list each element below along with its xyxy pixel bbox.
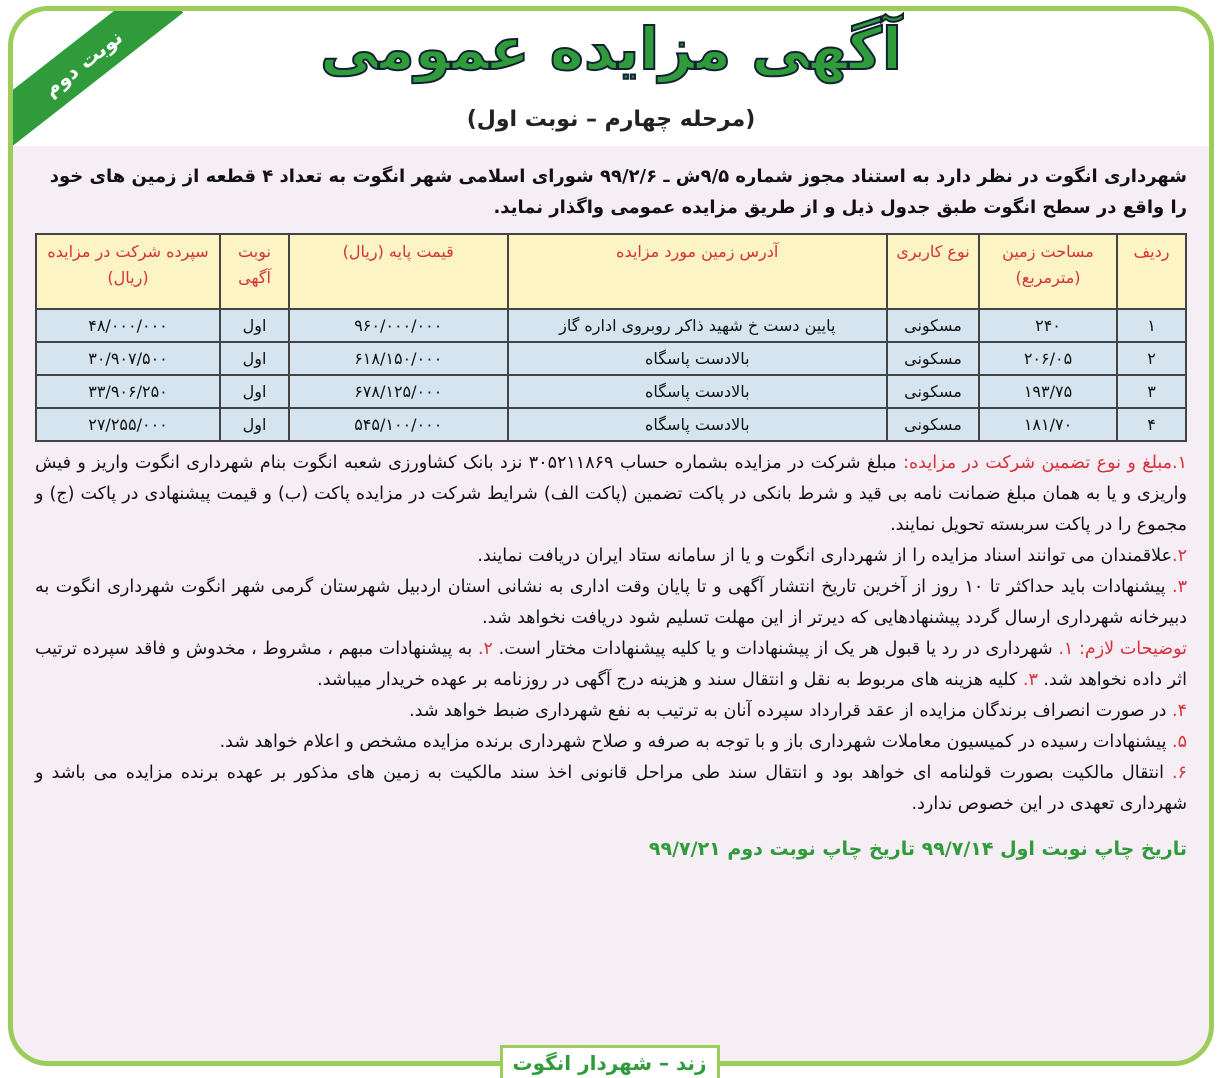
table-cell: ۲۰۶/۰۵: [979, 342, 1117, 375]
table-cell: اول: [220, 342, 289, 375]
clause-label: ۵.: [1172, 732, 1187, 752]
table-cell: پایین دست خ شهید ذاکر روبروی اداره گاز: [508, 309, 888, 342]
ad-body: [35, 161, 1187, 865]
table-cell: ۴: [1117, 408, 1186, 441]
table-cell: ۳۳/۹۰۶/۲۵۰: [36, 375, 220, 408]
table-row: [36, 408, 1186, 441]
table-cell: ۱۹۳/۷۵: [979, 375, 1117, 408]
table-header-row: [36, 234, 1186, 309]
table-cell: ۲: [1117, 342, 1186, 375]
signature: زند – شهردار انگوت: [499, 1045, 719, 1078]
col-header: قیمت پایه (ریال): [289, 234, 508, 309]
clause-text: انتقال مالکیت بصورت قولنامه ای خواهد بود و انتقال سند طی مراحل قانونی اخذ سند مالکیت به زمین های مذکور بر عهده برنده مزایده می باشد و شهرداری تعهدی در این خصوص ندارد.: [35, 763, 1187, 814]
note-text: کلیه هزینه های مربوط به نقل و انتقال سند و هزینه درج آگهی در روزنامه بر عهده خریدار میباشد.: [317, 670, 1023, 690]
table-cell: اول: [220, 309, 289, 342]
table-cell: ۱۸۱/۷۰: [979, 408, 1117, 441]
note-number: ۱.: [1058, 639, 1079, 659]
table-cell: ۶۷۸/۱۲۵/۰۰۰: [289, 375, 508, 408]
clause-label: ۳.: [1172, 577, 1188, 597]
land-table: [35, 233, 1187, 442]
table-cell: مسکونی: [887, 408, 979, 441]
table-cell: بالادست پاسگاه: [508, 342, 888, 375]
table-cell: مسکونی: [887, 342, 979, 375]
table-cell: ۶۱۸/۱۵۰/۰۰۰: [289, 342, 508, 375]
clause-3: [35, 572, 1187, 634]
clause-label: ۲.: [1172, 546, 1187, 566]
round-ribbon: نوبت دوم: [8, 6, 183, 148]
table-cell: ۱: [1117, 309, 1186, 342]
ad-title: آگهی مزایده عمومی: [320, 15, 902, 83]
notes-label: توضیحات لازم:: [1079, 639, 1187, 659]
clause-label: ۴.: [1172, 701, 1187, 721]
table-cell: ۹۶۰/۰۰۰/۰۰۰: [289, 309, 508, 342]
table-cell: مسکونی: [887, 375, 979, 408]
intro-text: شهرداری انگوت در نظر دارد به استناد مجوز شماره ۹/۵ش ـ ۹۹/۲/۶ شورای اسلامی شهر انگوت به تعداد ۴ قطعه از زمین های خود را واقع در سطح انگوت طبق جدول ذیل و از طریق مزایده عمومی واگذار نماید.: [49, 166, 1187, 218]
table-cell: بالادست پاسگاه: [508, 375, 888, 408]
col-header: سپرده شرکت در مزایده (ریال): [36, 234, 220, 309]
table-cell: ۵۴۵/۱۰۰/۰۰۰: [289, 408, 508, 441]
table-row: [36, 309, 1186, 342]
table-cell: ۳۰/۹۰۷/۵۰۰: [36, 342, 220, 375]
clause-label: ۶.: [1172, 763, 1187, 783]
col-header: نوبت آگهی: [220, 234, 289, 309]
table-cell: اول: [220, 375, 289, 408]
table-cell: بالادست پاسگاه: [508, 408, 888, 441]
clause-text: پیشنهادات باید حداکثر تا ۱۰ روز از آخرین تاریخ انتشار آگهی و تا پایان وقت اداری به نشانی استان اردبیل شهرستان گرمی شهر انگوت شهرداری انگوت به دبیرخانه شهرداری ارسال گردد پیشنهادهایی که دیرتر از این مهلت تسلیم شود دریافت نخواهد شد.: [35, 577, 1187, 628]
table-cell: ۲۴۰: [979, 309, 1117, 342]
clause-5: [35, 727, 1187, 758]
clause-text: مبلغ شرکت در مزایده بشماره حساب ۳۰۵۲۱۱۸۶۹ نزد بانک کشاورزی شعبه انگوت بنام شهرداری انگوت واریز و فیش واریزی و یا به همان مبلغ ضمانت نامه بی قید و شرط بانکی در پاکت تضمین (پاکت الف) شرایط شرکت در مزایده پاکت (ب) و قیمت پیشنهادی در پاکت (ج) و مجموع را در پاکت سربسته تحویل نمایند.: [35, 453, 1187, 535]
notes: [35, 634, 1187, 696]
note-number: ۲.: [477, 639, 493, 659]
table-row: [36, 375, 1186, 408]
clause-label: ۱.مبلغ و نوع تضمین شرکت در مزایده:: [903, 453, 1187, 473]
clause-2: [35, 541, 1187, 572]
table-row: [36, 342, 1186, 375]
clause-6: [35, 758, 1187, 820]
print-dates: تاریخ چاپ نوبت اول ۹۹/۷/۱۴ تاریخ چاپ نوبت دوم ۹۹/۷/۲۱: [648, 838, 1187, 860]
col-header: نوع کاربری: [887, 234, 979, 309]
note-text: شهرداری در رد یا قبول هر یک از پیشنهادات و یا کلیه پیشنهادات مختار است.: [492, 639, 1059, 659]
col-header: آدرس زمین مورد مزایده: [508, 234, 888, 309]
clause-4: [35, 696, 1187, 727]
note-number: ۳.: [1022, 670, 1038, 690]
note-text: به پیشنهادات مبهم ، مشروط ، مخدوش و فاقد سپرده ترتیب اثر داده نخواهد شد.: [35, 639, 1187, 690]
col-header: ردیف: [1117, 234, 1186, 309]
ad-frame: [8, 6, 1214, 1066]
clause-text: پیشنهادات رسیده در کمیسیون معاملات شهرداری باز و با توجه به صرفه و صلاح شهرداری برنده مزایده مشخص و اعلام خواهد شد.: [219, 732, 1173, 752]
table-cell: ۴۸/۰۰۰/۰۰۰: [36, 309, 220, 342]
clause-text: علاقمندان می توانند اسناد مزایده را از شهرداری انگوت و یا از سامانه ستاد ایران دریافت نمایند.: [477, 546, 1173, 566]
clause-text: در صورت انصراف برندگان مزایده از عقد قرارداد سپرده آنان به ترتیب به نفع شهرداری ضبط خواهد شد.: [409, 701, 1173, 721]
ad-header: [13, 11, 1209, 146]
col-header: مساحت زمین (مترمربع): [979, 234, 1117, 309]
table-cell: مسکونی: [887, 309, 979, 342]
table-cell: ۳: [1117, 375, 1186, 408]
ad-subtitle: (مرحله چهارم – نوبت اول): [466, 107, 756, 132]
table-cell: اول: [220, 408, 289, 441]
clause-1: [35, 448, 1187, 541]
table-cell: ۲۷/۲۵۵/۰۰۰: [36, 408, 220, 441]
